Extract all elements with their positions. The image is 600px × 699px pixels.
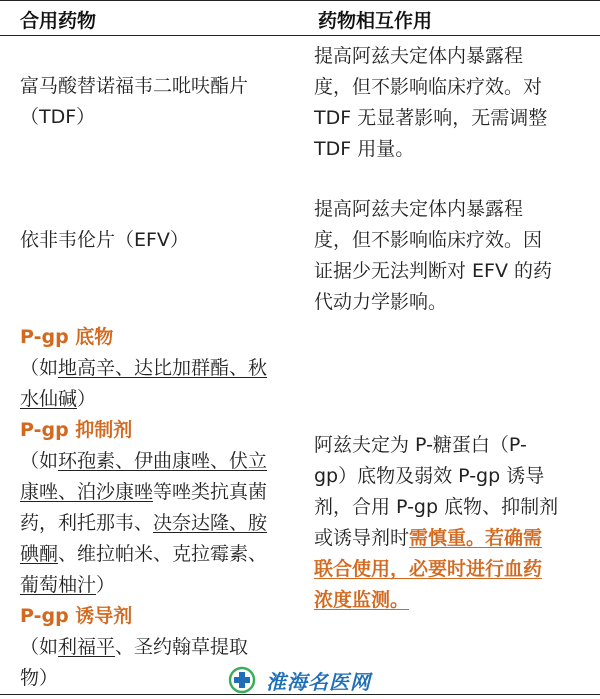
text: 或诱导剂时 <box>314 527 410 549</box>
effect-tdf-line: 度，但不影响临床疗效。对 <box>314 76 543 98</box>
effect-efv-line: 代动力学影响。 <box>314 291 448 313</box>
table-header <box>0 0 600 36</box>
effect-pgp-line: 剂，合用 P-gp 底物、抑制剂 <box>314 496 559 518</box>
effect-tdf-line: TDF 无显著影响，无需调整 <box>314 107 548 129</box>
effect-tdf-line: 提高阿兹夫定体内暴露程 <box>314 45 524 67</box>
effect-efv-line: 提高阿兹夫定体内暴露程 <box>314 198 524 220</box>
text: ） <box>77 388 97 410</box>
header-col-interaction: 药物相互作用 <box>318 10 433 32</box>
inhibitor-examples: 决奈达隆、胺 <box>153 512 268 534</box>
drug-tdf-abbr: （TDF） <box>20 106 96 128</box>
drug-tdf-name: 富马酸替诺福韦二吡呋酯片 <box>20 75 249 97</box>
pgp-inhibitor-line <box>20 570 300 601</box>
warning-text: 需慎重。若确需 <box>409 527 543 549</box>
effect-tdf-line: TDF 用量。 <box>314 138 415 160</box>
inhibitor-examples: 环孢素、伊曲康唑、伏立 <box>58 450 268 472</box>
warning-text: 联合使用，必要时进行血药 <box>314 558 543 580</box>
pgp-inducer-line <box>20 632 300 663</box>
pgp-inducer-line: 物） <box>20 667 59 689</box>
medical-cross-logo-icon <box>226 666 258 694</box>
effect-pgp-line <box>314 523 584 554</box>
substrate-examples: 地高辛、达比加群酯、秋 <box>58 357 268 379</box>
pgp-inhibitor-heading: P-gp 抑制剂 <box>20 419 133 441</box>
effect-pgp-line: 阿兹夫定为 P-糖蛋白（P- <box>314 434 527 456</box>
effect-efv <box>314 194 584 318</box>
text: （如 <box>20 357 59 379</box>
effect-efv-line: 度，但不影响临床疗效。因 <box>314 229 543 251</box>
text: 、维拉帕米、克拉霉素、 <box>58 543 268 565</box>
drug-pgp <box>20 322 300 694</box>
inducer-examples: 利福平 <box>58 636 116 658</box>
site-watermark <box>226 664 406 696</box>
drug-efv-name: 依非韦伦片（EFV） <box>20 229 189 251</box>
text: （如 <box>20 450 59 472</box>
effect-tdf <box>314 41 584 165</box>
text: （如 <box>20 636 59 658</box>
substrate-examples: 水仙碱 <box>20 388 78 410</box>
pgp-inhibitor-line <box>20 508 300 539</box>
inhibitor-examples: 康唑、泊沙康唑 <box>20 481 154 503</box>
pgp-substrate-heading: P-gp 底物 <box>20 326 114 348</box>
text: 等唑类抗真菌 <box>153 481 268 503</box>
pgp-substrate-line <box>20 384 300 415</box>
inhibitor-examples: 葡萄柚汁 <box>20 574 97 596</box>
effect-efv-line: 证据少无法判断对 EFV 的药 <box>314 260 553 282</box>
text: ） <box>96 574 116 596</box>
effect-pgp <box>314 430 584 616</box>
inhibitor-examples: 碘酮 <box>20 543 59 565</box>
warning-text: 浓度监测。 <box>314 589 410 611</box>
drug-efv <box>20 225 300 256</box>
text: 、圣约翰草提取 <box>115 636 249 658</box>
text: 药，利托那韦、 <box>20 512 154 534</box>
pgp-substrate-line <box>20 353 300 384</box>
pgp-inhibitor-line <box>20 539 300 570</box>
effect-pgp-line: gp）底物及弱效 P-gp 诱导 <box>314 465 545 487</box>
drug-tdf <box>20 71 300 133</box>
watermark-text: 淮海名医网 <box>266 669 371 694</box>
pgp-inhibitor-line <box>20 477 300 508</box>
header-col-drug: 合用药物 <box>20 10 97 32</box>
pgp-inducer-heading: P-gp 诱导剂 <box>20 605 133 627</box>
pgp-inhibitor-line <box>20 446 300 477</box>
